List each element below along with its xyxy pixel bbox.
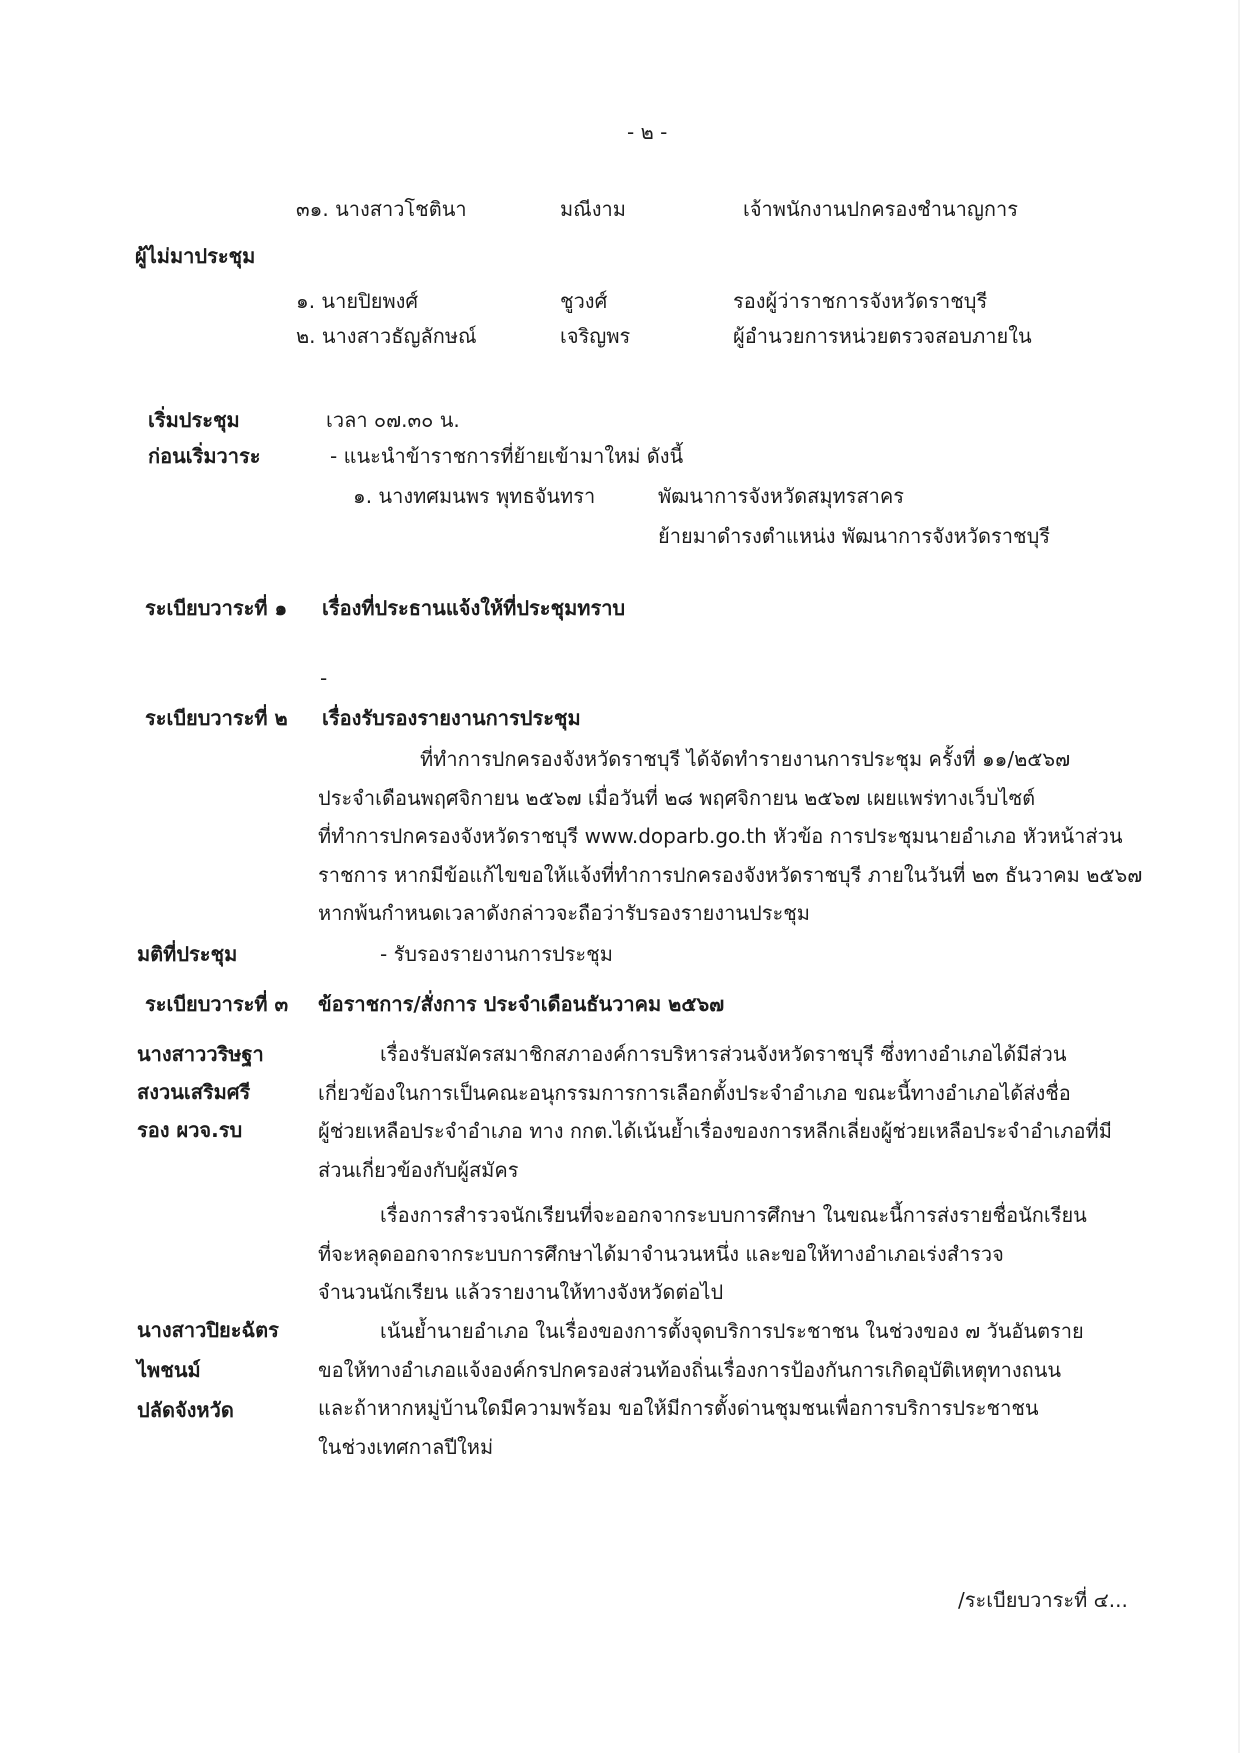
speaker1-paragraph [318,1035,1112,1189]
attendee-position: เจ้าพนักงานปกครองชำนาญการ [743,197,1018,221]
agenda1-title: เรื่องที่ประธานแจ้งให้ที่ประชุมทราบ [322,596,626,620]
absent-name: ๑. นายปิยพงศ์ [296,289,419,313]
paragraph-line: เน้นย้ำนายอำเภอ ในเรื่องของการตั้งจุดบริการประชาชน ในช่วงของ ๗ วันอันตราย [380,1319,1084,1343]
paragraph-line: ที่ทำการปกครองจังหวัดราชบุรี www.doparb.go.th หัวข้อ การประชุมนายอำเภอ หัวหน้าส่วน [318,824,1123,848]
agenda3-title: ข้อราชการ/สั่งการ ประจำเดือนธันวาคม ๒๕๖๗ [318,992,725,1016]
paragraph-line: และถ้าหากหมู่บ้านใดมีความพร้อม ขอให้มีการตั้งด่านชุมชนเพื่อการบริการประชาชน [318,1396,1039,1420]
start-time: เวลา ๐๗.๓๐ น. [326,408,460,432]
resolution-label: มติที่ประชุม [137,942,238,966]
new-official-detail: พัฒนาการจังหวัดสมุทรสาคร [658,484,904,508]
speaker-surname: สงวนเสริมศรี [137,1080,251,1104]
absent-position: รองผู้ว่าราชการจังหวัดราชบุรี [733,289,988,313]
paragraph-line: จำนวนนักเรียน แล้วรายงานให้ทางจังหวัดต่อไป [318,1280,724,1304]
speaker-name: นางสาวปิยะฉัตร [137,1318,279,1342]
speaker-title: รอง ผวจ.รบ [137,1118,243,1142]
new-official-name: ๑. นางทศมนพร พุทธจันทรา [353,484,596,508]
absent-name: ๒. นางสาวธัญลักษณ์ [296,324,477,348]
resolution-text: - รับรองรายงานการประชุม [380,942,613,966]
absent-surname: เจริญพร [560,324,631,348]
paragraph-line: เรื่องการสำรวจนักเรียนที่จะออกจากระบบการศึกษา ในขณะนี้การส่งรายชื่อนักเรียน [380,1203,1087,1227]
speaker-name: นางสาววริษฐา [137,1042,264,1066]
new-official-detail: ย้ายมาดำรงตำแหน่ง พัฒนาการจังหวัดราชบุรี [658,524,1051,548]
paragraph-line: ในช่วงเทศกาลปีใหม่ [318,1434,494,1459]
speaker2-paragraph [318,1312,1084,1466]
paragraph-line: ผู้ช่วยเหลือประจำอำเภอ ทาง กกต.ได้เน้นย้ำเรื่องของการหลีกเลี่ยงผู้ช่วยเหลือประจำอำเภอที่มี [318,1119,1112,1143]
agenda2-paragraph [318,740,1142,933]
paragraph-line: ประจำเดือนพฤศจิกายน ๒๕๖๗ เมื่อวันที่ ๒๘ พฤศจิกายน ๒๕๖๗ เผยแพร่ทางเว็บไซต์ [318,785,1036,810]
agenda3-label: ระเบียบวาระที่ ๓ [145,992,289,1016]
speaker1-paragraph [318,1196,1087,1312]
absent-position: ผู้อำนวยการหน่วยตรวจสอบภายใน [733,324,1032,348]
absent-surname: ชูวงศ์ [560,289,608,313]
agenda2-title: เรื่องรับรองรายงานการประชุม [322,706,581,730]
paragraph-line: ขอให้ทางอำเภอแจ้งองค์กรปกครองส่วนท้องถิ่นเรื่องการป้องกันการเกิดอุบัติเหตุทางถนน [318,1357,1062,1382]
attendee-surname: มณีงาม [560,197,626,221]
absent-heading: ผู้ไม่มาประชุม [135,244,256,268]
agenda1-dash: - [320,666,328,690]
paragraph-line: หากพ้นกำหนดเวลาดังกล่าวจะถือว่ารับรองรายงานประชุม [318,901,810,925]
before-agenda-intro: - แนะนำข้าราชการที่ย้ายเข้ามาใหม่ ดังนี้ [330,444,684,468]
paragraph-line: ที่ทำการปกครองจังหวัดราชบุรี ได้จัดทำรายงานการประชุม ครั้งที่ ๑๑/๒๕๖๗ [420,747,1071,771]
paragraph-line: เกี่ยวข้องในการเป็นคณะอนุกรรมการการเลือกตั้งประจำอำเภอ ขณะนี้ทางอำเภอได้ส่งชื่อ [318,1080,1071,1105]
next-page-reference: /ระเบียบวาระที่ ๔... [958,1588,1128,1612]
paragraph-line: ที่จะหลุดออกจากระบบการศึกษาได้มาจำนวนหนึ่ง และขอให้ทางอำเภอเร่งสำรวจ [318,1241,1004,1266]
paragraph-line: ส่วนเกี่ยวข้องกับผู้สมัคร [318,1157,519,1182]
paragraph-line: เรื่องรับสมัครสมาชิกสภาองค์การบริหารส่วนจังหวัดราชบุรี ซึ่งทางอำเภอได้มีส่วน [380,1042,1067,1066]
start-label: เริ่มประชุม [148,408,240,432]
speaker-surname: ไพชนม์ [137,1358,201,1382]
paragraph-line: ราชการ หากมีข้อแก้ไขขอให้แจ้งที่ทำการปกครองจังหวัดราชบุรี ภายในวันที่ ๒๓ ธันวาคม ๒๕๖๗ [318,862,1143,887]
agenda2-label: ระเบียบวาระที่ ๒ [145,706,288,730]
attendee-name: ๓๑. นางสาวโชตินา [296,197,467,221]
page-number: - ๒ - [627,120,668,144]
before-agenda-label: ก่อนเริ่มวาระ [148,444,261,468]
speaker-title: ปลัดจังหวัด [137,1398,234,1422]
agenda1-label: ระเบียบวาระที่ ๑ [145,596,288,620]
